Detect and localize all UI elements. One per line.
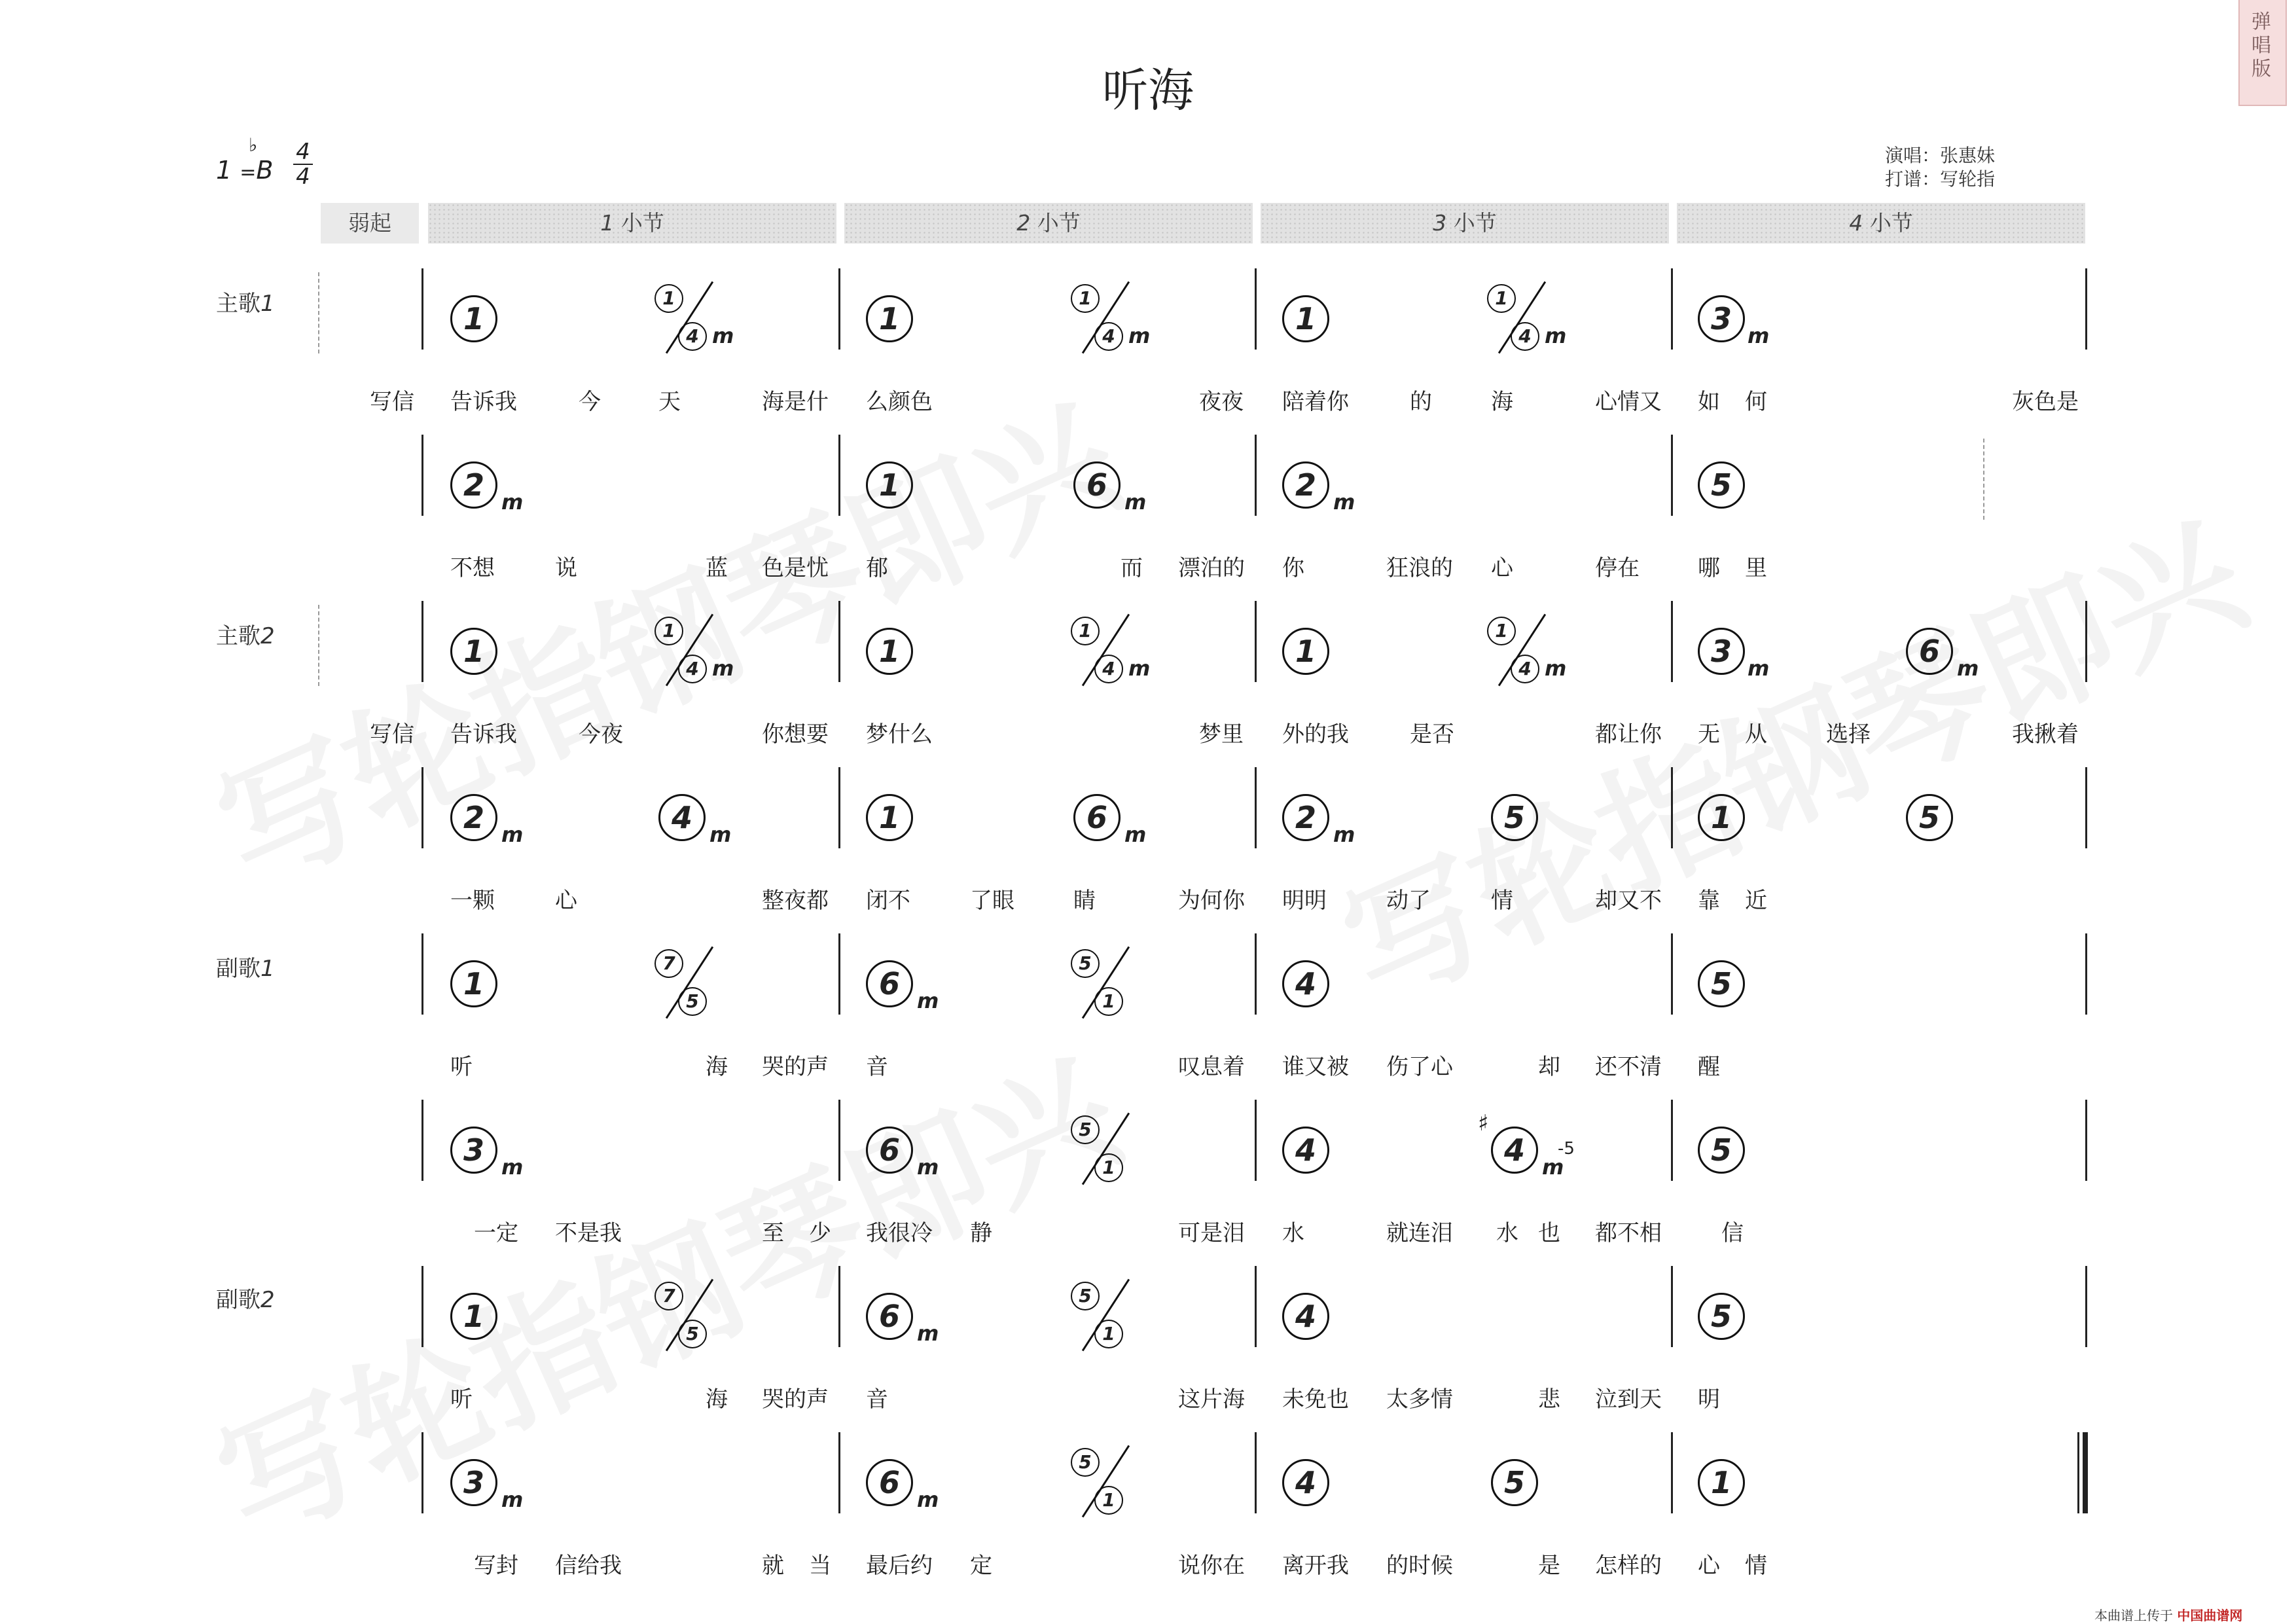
lyric: 近 [1745,888,1767,914]
chord-upper: 7 [655,949,683,978]
lyric: 却又不 [1595,888,1662,914]
measure-num: 4 [1849,210,1863,236]
lyric: 蓝 [706,555,728,581]
measure-header-2 [844,203,1253,244]
barline [1671,767,1673,848]
chord-root: 1 [1282,628,1329,675]
lyric: 心 [1698,1553,1720,1579]
barline [1671,268,1673,350]
chord-root: 1 [1282,295,1329,342]
section-name: 副歌 [216,956,260,982]
site-logo[interactable]: 中国曲谱网 [2177,1608,2243,1623]
minor-mark: m [501,822,524,847]
barline [422,767,423,848]
barline [422,933,423,1015]
minor-mark: m [1545,323,1567,348]
chord-upper: 1 [655,284,683,313]
barline [2085,601,2087,682]
chord-root: 2 [450,794,497,841]
lyric: 哭的声 [762,1386,829,1413]
chord-lower: 4 [1094,322,1123,351]
lyric: 这片海 [1178,1386,1245,1413]
chord-root: 4 [1282,1293,1329,1340]
lyric: 的时候 [1386,1553,1453,1579]
chord-root: 1 [866,295,913,342]
minor-mark: m [1748,323,1770,348]
barline [838,1266,840,1347]
lyric: 都让你 [1595,721,1662,748]
minor-mark: m [1748,656,1770,681]
section-label [216,1282,275,1314]
lyric: 告诉我 [450,389,517,415]
flat-sign: ♭ [249,134,258,156]
minor-mark: m [1957,656,1979,681]
chord-root: 6 [1073,794,1121,841]
lyric: 不是我 [555,1220,622,1246]
barline [2085,1266,2087,1347]
lyric: 谁又被 [1282,1054,1349,1080]
barline [1255,1432,1257,1513]
lyric: 睛 [1073,888,1096,914]
measure-num: 2 [1016,210,1031,236]
key-eq: = [240,161,257,184]
lyric: 你想要 [762,721,829,748]
lyric: 怎样的 [1595,1553,1662,1579]
transcriber-credit: 打谱：写轮指 [1885,168,1996,190]
barline [2085,767,2087,848]
pickup-header: 弱起 [321,203,419,244]
lyric: 却 [1538,1054,1560,1080]
meter-top: 4 [296,139,310,165]
chord-lower: 1 [1094,987,1123,1016]
lyric: 漂泊的 [1178,555,1245,581]
barline [2085,268,2087,350]
lyric: 明明 [1282,888,1327,914]
lyric: 说 [555,555,577,581]
lyric: 信给我 [555,1553,622,1579]
lyric: 灰色是 [2012,389,2079,415]
lyric: 整夜都 [762,888,829,914]
lyric: 天 [658,389,681,415]
chord-upper: 1 [655,617,683,645]
lyric: 告诉我 [450,721,517,748]
lyric: 都不相 [1595,1220,1662,1246]
chord-root: 1 [866,628,913,675]
lyric: 也 [1538,1220,1560,1246]
minor-mark: m [1128,656,1151,681]
lyric: 悲 [1538,1386,1560,1413]
lyric: 听 [450,1054,473,1080]
barline [1255,1100,1257,1181]
barline [422,1266,423,1347]
meter-bottom: 4 [293,164,313,189]
chord-root: 5 [1491,794,1538,841]
chord-root: 1 [450,1293,497,1340]
chord-lower: 1 [1094,1320,1123,1348]
chord-root: 2 [450,461,497,509]
section-label [216,285,275,317]
measure-label: 小节 [1869,210,1913,236]
chord-root: 3 [450,1127,497,1174]
section-name: 主歌 [216,291,260,317]
measure-header-4 [1677,203,2085,244]
final-barline-thin [2077,1432,2079,1513]
minor-mark: m [1333,490,1355,514]
lyric: 写信 [370,389,414,415]
lyric: 叹息着 [1178,1054,1245,1080]
lyric: 当 [809,1553,831,1579]
minor-mark: m [1124,822,1147,847]
minor-mark: m [501,490,524,514]
chord-root: 5 [1698,1293,1745,1340]
lyric: 夜夜 [1199,389,1244,415]
chord-root: 5 [1698,1127,1745,1174]
edition-badge-label: 弹唱版 [2251,10,2271,81]
barline [1255,933,1257,1015]
barline [422,1432,423,1513]
chord-lower: 1 [1094,1153,1123,1182]
minor-mark: m [1124,490,1147,514]
singer-credit: 演唱：张惠妹 [1885,145,1996,166]
lyric: 为何你 [1178,888,1245,914]
lyric: 陪着你 [1282,389,1349,415]
chord-root: 1 [866,461,913,509]
sharp-sign: ♯ [1478,1110,1489,1136]
lyric: 就 [762,1553,784,1579]
chord-root: 3 [1698,628,1745,675]
lyric: 海是什 [762,389,829,415]
lyric: 定 [970,1553,992,1579]
section-num: 2 [260,623,275,649]
barline [838,933,840,1015]
chord-lower: 4 [678,322,707,351]
lyric: 郁 [866,555,888,581]
upload-footer [2094,1605,2242,1624]
chord-root: 2 [1282,461,1329,509]
chord-upper: 5 [1071,1282,1100,1310]
minor-mark: m [501,1487,524,1512]
chord-root: 4 [1282,1127,1329,1174]
pickup-barline [318,272,319,353]
chord-root: 1 [1698,1459,1745,1506]
barline [1671,933,1673,1015]
chord-root: 5 [1698,960,1745,1007]
lyric: 还不清 [1595,1054,1662,1080]
chord-upper: 1 [1071,617,1100,645]
chord-root: 6 [866,960,913,1007]
lyric: 梦里 [1199,721,1244,748]
barline [838,1100,840,1181]
barline [838,268,840,350]
chord-root: 4 [1282,960,1329,1007]
barline [1671,1100,1673,1181]
chord-root: 5 [1698,461,1745,509]
chord-root: 1 [450,628,497,675]
lyric: 未免也 [1282,1386,1349,1413]
chord-upper: 1 [1071,284,1100,313]
lyric: 么颜色 [866,389,933,415]
section-name: 主歌 [216,623,260,649]
chord-lower: 4 [1511,655,1539,683]
lyric: 梦什么 [866,721,933,748]
lyric: 离开我 [1282,1553,1349,1579]
barline [422,601,423,682]
lyric: 心 [1491,555,1513,581]
chord-root: 5 [1906,794,1953,841]
minor-mark: m [1333,822,1355,847]
chord-root: 1 [450,295,497,342]
barline [1671,601,1673,682]
chord-root: 4 [658,794,706,841]
barline [1255,268,1257,350]
chord-root: 3 [450,1459,497,1506]
chord-root: 6 [866,1459,913,1506]
footer-prefix: 本曲谱上传于 [2094,1608,2173,1623]
lyric: 闭不 [866,888,910,914]
page-title: 听海 [1102,63,1194,117]
measure-label: 小节 [1453,210,1497,236]
lyric: 狂浪的 [1386,555,1453,581]
lyric: 水 [1282,1220,1304,1246]
lyric: 就连泪 [1386,1220,1453,1246]
measure-num: 3 [1433,210,1447,236]
chord-lower: 4 [1094,655,1123,683]
lyric: 了眼 [970,888,1014,914]
lyric: 情 [1491,888,1513,914]
chord-root: 3 [1698,295,1745,342]
measure-header-3 [1261,203,1669,244]
barline [2085,933,2087,1015]
chord-lower: 4 [678,655,707,683]
chord-root: 6 [866,1127,913,1174]
chord-root: 6 [866,1293,913,1340]
pickup-barline [318,605,319,686]
lyric: 情 [1745,1553,1767,1579]
lyric: 海 [706,1054,728,1080]
chord-root: 1 [1698,794,1745,841]
section-num: 2 [260,1287,275,1313]
chord-root: 4 [1491,1127,1538,1174]
barline [1255,601,1257,682]
chord-root: 4 [1282,1459,1329,1506]
barline [838,1432,840,1513]
lyric: 你 [1282,555,1304,581]
lyric: 停在 [1595,555,1640,581]
lyric: 一颗 [450,888,495,914]
minor-mark: m [712,323,734,348]
barline [1671,1432,1673,1513]
barline [1255,435,1257,516]
section-name: 副歌 [216,1287,260,1313]
lyric: 哪 [1698,555,1720,581]
key-note: B [256,156,274,185]
lyric: 说你在 [1178,1553,1245,1579]
lyric: 靠 [1698,888,1720,914]
barline [1671,435,1673,516]
chord-lower: 1 [1094,1486,1123,1515]
section-label [216,950,275,983]
chord-root: 6 [1073,461,1121,509]
chord-lower: 4 [1511,322,1539,351]
lyric: 无 [1698,721,1720,748]
lyric: 是否 [1410,721,1454,748]
minor-mark: m [501,1155,524,1180]
lyric: 而 [1121,555,1143,581]
minor-mark: m [917,1155,939,1180]
minor-mark: m [917,988,939,1013]
lyric: 写信 [370,721,414,748]
lyric: 太多情 [1386,1386,1453,1413]
lyric: 醒 [1698,1054,1720,1080]
barline [838,601,840,682]
lyric: 是 [1538,1553,1560,1579]
chord-upper: 5 [1071,1448,1100,1477]
chord-upper: 1 [1487,617,1516,645]
chord-upper: 1 [1487,284,1516,313]
chord-root: 2 [1282,794,1329,841]
lyric: 泣到天 [1595,1386,1662,1413]
measure-label: 小节 [620,210,664,236]
lyric: 最后约 [866,1553,933,1579]
lyric: 海 [706,1386,728,1413]
section-label [216,618,275,650]
lyric: 海 [1491,389,1513,415]
section-num: 1 [260,956,275,982]
lyric: 少 [809,1220,831,1246]
watermark [1310,467,2270,1039]
minor-mark: m [917,1321,939,1346]
lyric: 我很冷 [866,1220,933,1246]
barline [422,435,423,516]
measure-num: 1 [600,210,615,236]
chord-lower: 5 [678,1320,707,1348]
barline [422,268,423,350]
lyric: 如 [1698,389,1720,415]
chord-root: 1 [450,960,497,1007]
lyric: 何 [1745,389,1767,415]
minor-mark: m [709,822,732,847]
flat-five-mark: -5 [1558,1139,1575,1159]
lyric: 外的我 [1282,721,1349,748]
lyric: 的 [1410,389,1432,415]
barline [1255,767,1257,848]
lyric: 哭的声 [762,1054,829,1080]
barline [838,435,840,516]
lyric: 伤了心 [1386,1054,1453,1080]
measure-header-1 [428,203,836,244]
dashed-barline [1983,439,1984,520]
final-barline-thick [2083,1432,2088,1513]
time-signature [293,140,313,189]
minor-mark: m [917,1487,939,1512]
lyric: 里 [1745,555,1767,581]
lyric: 明 [1698,1386,1720,1413]
measure-label: 小节 [1037,210,1081,236]
barline [1671,1266,1673,1347]
lyric: 动了 [1386,888,1431,914]
chord-root: 5 [1491,1459,1538,1506]
chord-root: 1 [866,794,913,841]
lyric: 从 [1745,721,1767,748]
lyric: 音 [866,1054,888,1080]
barline [422,1100,423,1181]
lyric: 音 [866,1386,888,1413]
minor-mark: m [1128,323,1151,348]
chord-lower: 5 [678,987,707,1016]
lyric: 选择 [1826,721,1871,748]
lyric: 可是泪 [1178,1220,1245,1246]
lyric: 写封 [474,1553,518,1579]
lyric: 心 [555,888,577,914]
key-signature [216,156,274,185]
lyric: 水 [1496,1220,1518,1246]
barline [2085,1100,2087,1181]
chord-root: 6 [1906,628,1953,675]
chord-upper: 5 [1071,949,1100,978]
lyric: 心情又 [1595,389,1662,415]
section-num: 1 [260,291,275,317]
lyric: 至 [762,1220,784,1246]
lyric: 静 [970,1220,992,1246]
lyric: 今夜 [579,721,623,748]
chord-upper: 7 [655,1282,683,1310]
lyric: 我揪着 [2012,721,2079,748]
barline [838,767,840,848]
minor-mark: m [1542,1155,1564,1180]
lyric: 信 [1721,1220,1744,1246]
lyric: 色是忧 [762,555,829,581]
lyric: 不想 [450,555,495,581]
chord-upper: 5 [1071,1115,1100,1144]
lyric: 听 [450,1386,473,1413]
barline [1255,1266,1257,1347]
minor-mark: m [712,656,734,681]
lyric: 今 [579,389,601,415]
minor-mark: m [1545,656,1567,681]
lyric: 一定 [474,1220,518,1246]
key-prefix: 1 [216,156,232,185]
